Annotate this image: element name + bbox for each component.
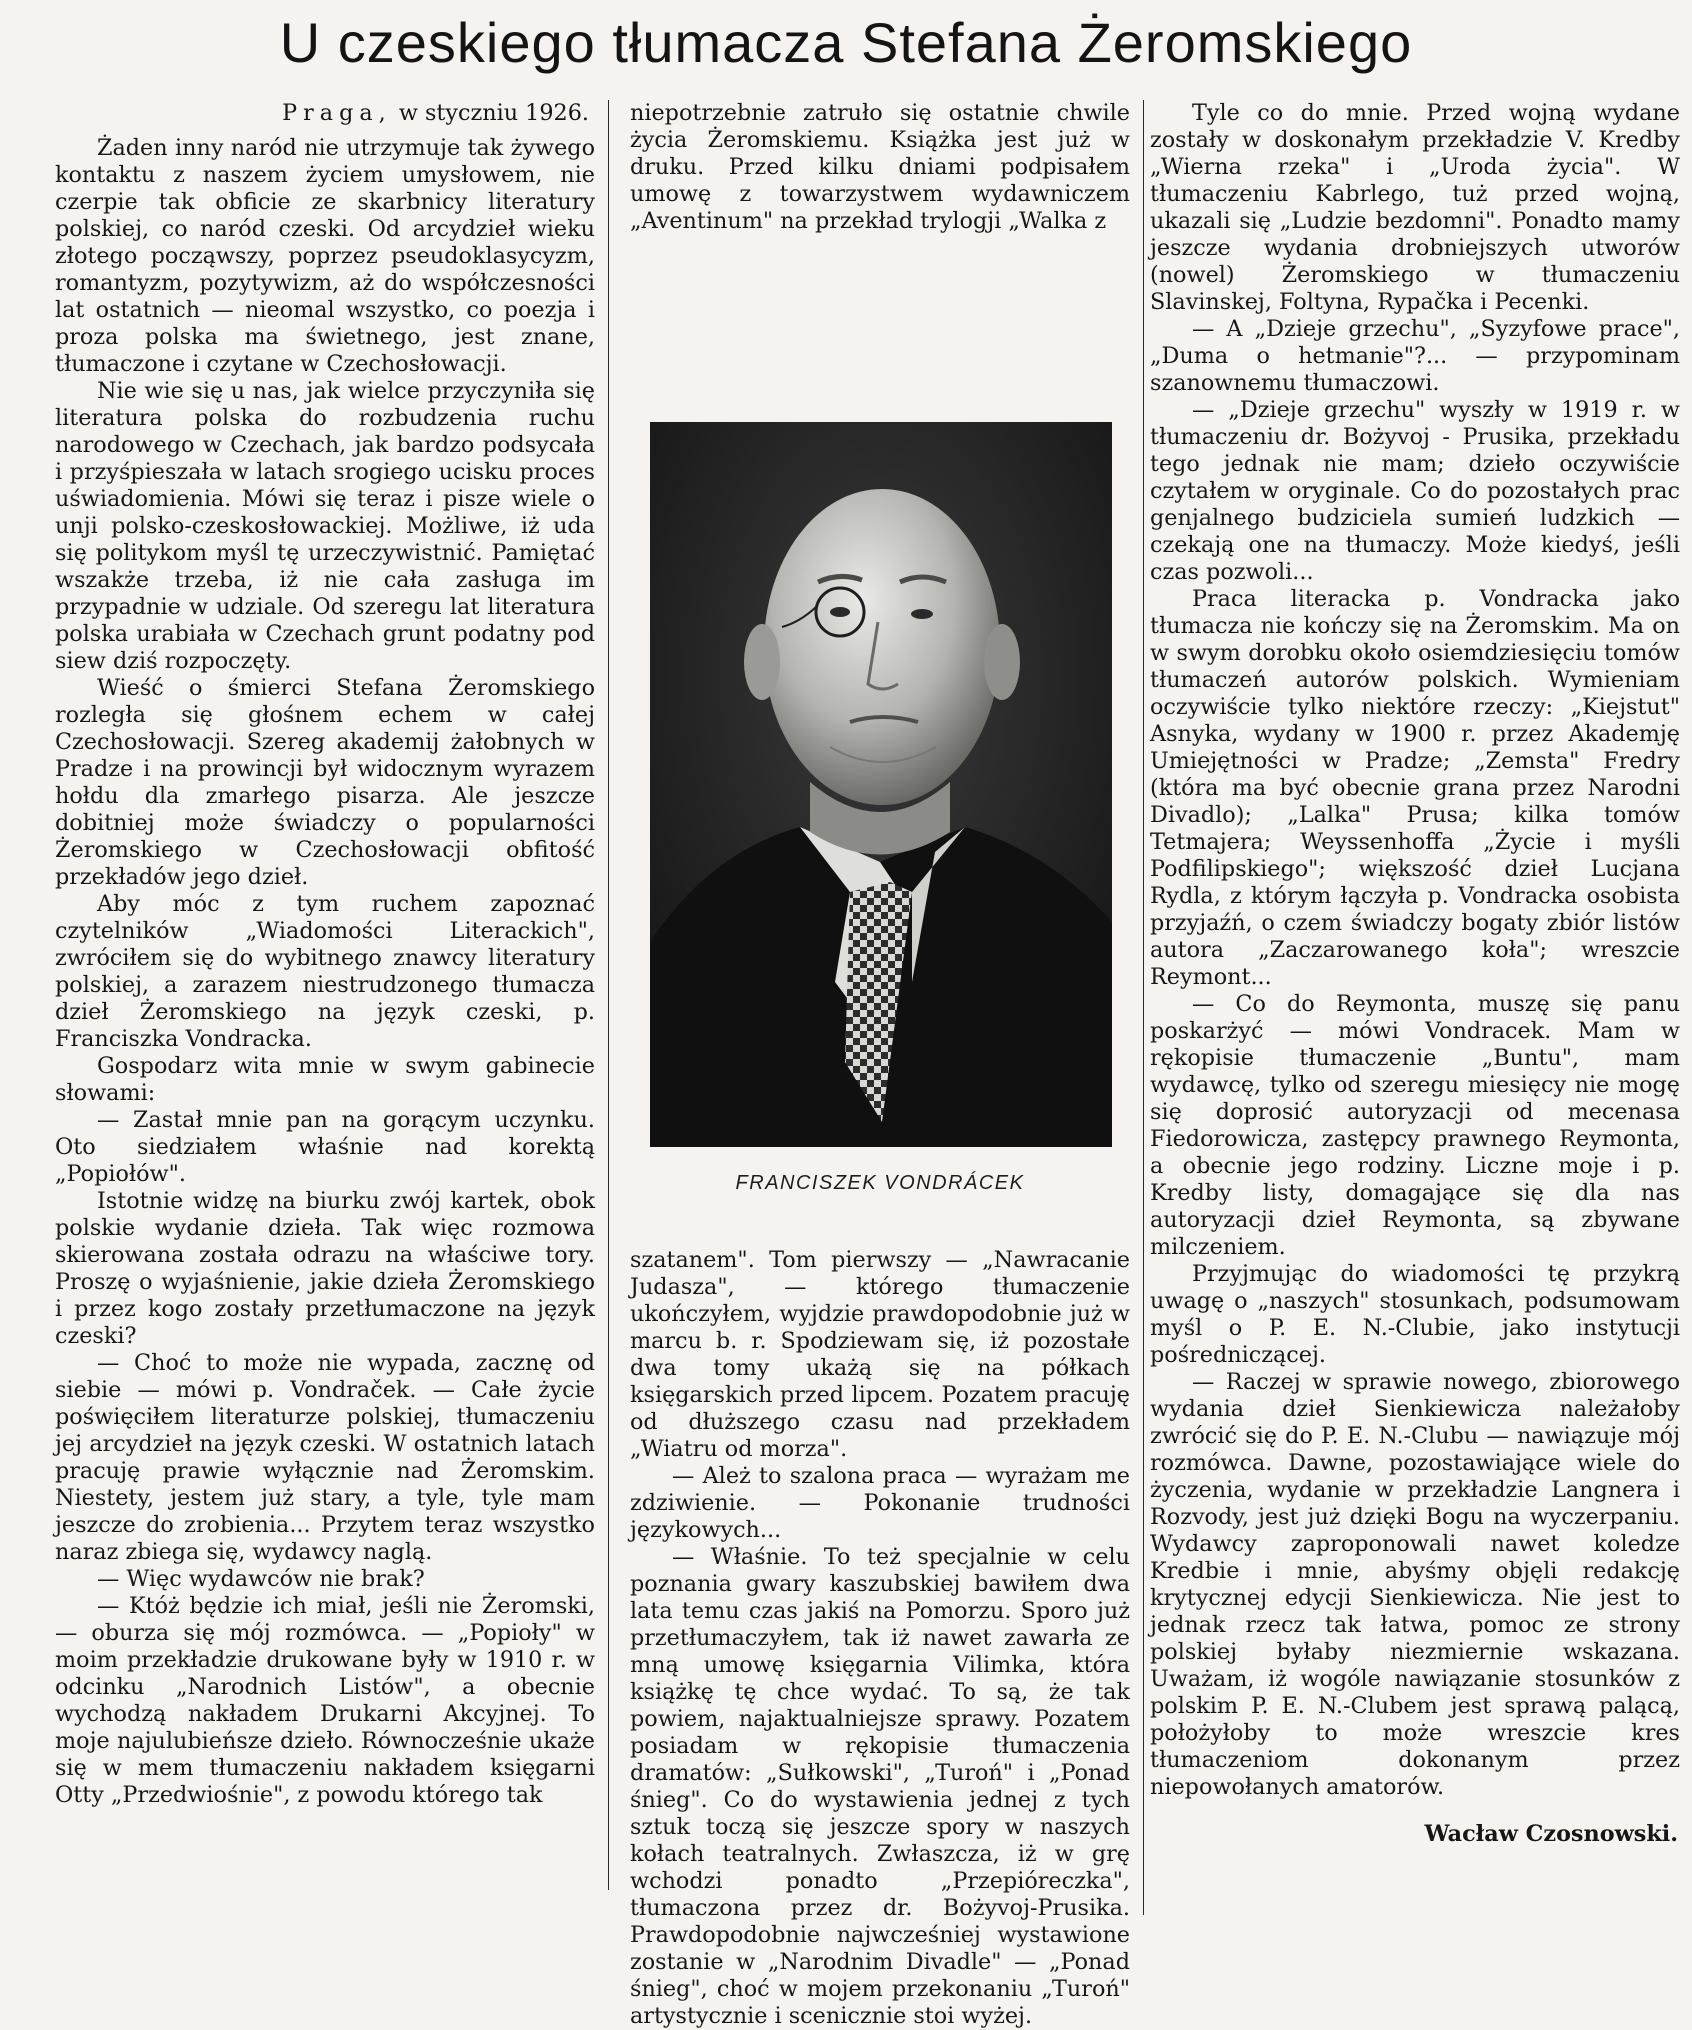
column-divider — [608, 100, 609, 1890]
paragraph: — Ależ to szalona praca — wyrażam me zdziwienie. — Pokonanie trudności językowych... — [630, 1463, 1130, 1543]
paragraph: Wieść o śmierci Stefana Żeromskiego rozległa się głośnem echem w całej Czechosłowacji. Szereg akademij żałobnych w Pradze i na prowincji był widocznym wyrazem hołdu dla zmarłego pisarza. Ale jeszcze dobitniej może świadczy o popularności Żeromskiego w Czechosłowacji obfitość przekładów jego dzieł. — [55, 675, 595, 890]
author-signature: Wacław Czosnowski. — [1424, 1821, 1678, 1847]
column-1 — [55, 100, 595, 1809]
article-title: U czeskiego tłumacza Stefana Żeromskiego — [279, 11, 1413, 74]
paragraph: — Co do Reymonta, muszę się panu poskarżyć — mówi Vondracek. Mam w rękopisie tłumaczenie „Buntu", mam wydawcę, tylko od szeregu miesięcy nie mogę się doprosić autoryzacji od mecenasa Fiedorowicza, zastępcy prawnego Reymonta, a obecnie jego rodziny. Liczne moje i p. Kredby listy, domagające się dla nas autoryzacji dzieł Reymonta, są zbywane milczeniem. — [1150, 991, 1680, 1260]
paragraph: Gospodarz wita mnie w swym gabinecie słowami: — [55, 1053, 595, 1106]
column-2 — [630, 100, 1130, 2030]
paragraph: Aby móc z tym ruchem zapoznać czytelników „Wiadomości Literackich", zwróciłem się do wybitnego znawcy literatury polskiej, a zarazem niestrudzonego tłumacza dzieł Żeromskiego na język czeski, p. Franciszka Vondracka. — [55, 891, 595, 1052]
dateline-place: Praga, — [282, 100, 392, 126]
portrait-photo — [650, 422, 1112, 1147]
paragraph: — A „Dzieje grzechu", „Syzyfowe prace", „Duma o hetmanie"?... — przypominam szanownemu tłumaczowi. — [1150, 316, 1680, 396]
paragraph: Żaden inny naród nie utrzymuje tak żywego kontaktu z naszem życiem umysłowem, nie czerpie tak obficie ze skarbnicy literatury polskiej, co naród czeski. Od arcydzieł wieku złotego począwszy, poprzez pseudoklasycyzm, romantyzm, pozytywizm, aż do współczesności lat ostatnich — nieomal wszystko, co poezja i proza polska ma świetnego, jest znane, tłumaczone i czytane w Czechosłowacji. — [55, 135, 595, 377]
paragraph: — Właśnie. To też specjalnie w celu poznania gwary kaszubskiej bawiłem dwa lata temu czas jakiś na Pomorzu. Sporo już przetłumaczyłem, tak iż nawet zawarła ze mną umowę księgarnia Vilimka, która książkę tę chce wydać. To są, że tak powiem, najaktualniejsze sprawy. Pozatem posiadam w rękopisie tłumaczenia dramatów: „Sułkowski", „Turoń" i „Ponad śnieg". Co do wystawienia jednej z tych sztuk toczą się jeszcze spory w naszych kołach teatralnych. Zwłaszcza, iż w grę wchodzi ponadto „Przepióreczka", tłumaczona przez dr. Bożyvoj-Prusika. Prawdopodobnie najwcześniej wystawione zostanie w „Narodnim Divadle" — „Ponad śnieg", choć w mojem przekonaniu „Turoń" artystycznie i scenicznie stoi wyżej. — [630, 1544, 1130, 2029]
dateline — [55, 100, 595, 127]
paragraph: niepotrzebnie zatruło się ostatnie chwile życia Żeromskiemu. Książka jest już w druku. Przed kilku dniami podpisałem umowę z towarzystwem wydawniczem „Aventinum" na przekład trylogji „Walka z — [630, 100, 1130, 234]
paragraph: — Zastał mnie pan na gorącym uczynku. Oto siedziałem właśnie nad korektą „Popiołów". — [55, 1107, 595, 1187]
photo-caption: FRANCISZEK VONDRÁCEK — [735, 1172, 1025, 1194]
paragraph: Nie wie się u nas, jak wielce przyczyniła się literatura polska do rozbudzenia ruchu narodowego w Czechach, jak bardzo podsycała i przyśpieszała w latach srogiego ucisku proces uświadomienia. Mówi się teraz i pisze wiele o unji polsko-czeskosłowackiej. Możliwe, iż uda się politykom myśl tę urzeczywistnić. Pamiętać wszakże trzeba, iż nie cała zasługa im przypadnie w udziale. Od szeregu lat literatura polska urabiała w Czechach grunt podatny pod siew dziś rozpoczęty. — [55, 378, 595, 674]
dateline-date: w styczniu 1926. — [391, 100, 589, 126]
paragraph: — Więc wydawców nie brak? — [97, 1566, 425, 1592]
column-divider — [1143, 100, 1144, 1915]
paragraph: Tyle co do mnie. Przed wojną wydane zostały w doskonałym przekładzie V. Kredby „Wierna rzeka" i „Uroda życia". W tłumaczeniu Kabrlego, tuż przed wojną, ukazali się „Ludzie bezdomni". Ponadto mamy jeszcze wydania drobniejszych utworów (nowel) Żeromskiego w tłumaczeniu Slavinskej, Foltyna, Rypačka i Pecenki. — [1150, 100, 1680, 315]
paragraph: Praca literacka p. Vondracka jako tłumacza nie kończy się na Żeromskim. Ma on w swym dorobku około osiemdziesięciu tomów tłumaczeń autorów polskich. Wymieniam oczywiście tylko niektóre rzeczy: „Kiejstut" Asnyka, wydany w 1900 r. przez Akademję Umiejętności w Pradze; „Zemsta" Fredry (która ma być obecnie grana przez Narodni Divadlo); „Lalka" Prusa; kilka tomów Tetmajera; Weyssenhoffa „Życie i myśli Podfilipskiego"; większość dzieł Lucjana Rydla, z którym łączyła p. Vondracka osobista przyjaźń, o czem świadczy bogaty zbiór listów autora „Zaczarowanego koła"; wreszcie Reymont... — [1150, 586, 1680, 990]
paragraph: Przyjmując do wiadomości tę przykrą uwagę o „naszych" stosunkach, podsumowam myśl o P. E. N.-Clubie, jako instytucji pośredniczącej. — [1150, 1261, 1680, 1368]
paragraph: — „Dzieje grzechu" wyszły w 1919 r. w tłumaczeniu dr. Bożyvoj - Prusika, przekładu tego jednak nie mam; dzieło oczywiście czytałem w oryginale. Co do pozostałych prac genjalnego budziciela sumień ludzkich — czekają one na tłumaczy. Może kiedyś, jeśli czas pozwoli... — [1150, 397, 1680, 585]
paragraph: Istotnie widzę na biurku zwój kartek, obok polskie wydanie dzieła. Tak więc rozmowa skierowana została odrazu na właściwe tory. Proszę o wyjaśnienie, jakie dzieła Żeromskiego i przez kogo zostały przetłumaczone na język czeski? — [55, 1188, 595, 1349]
paragraph: — Choć to może nie wypada, zacznę od siebie — mówi p. Vondraček. — Całe życie poświęciłem literaturze polskiej, tłumaczeniu jej arcydzieł na język czeski. W ostatnich latach pracuję prawie wyłącznie nad Żeromskim. Niestety, jestem już stary, a tyle, tyle mam jeszcze do zrobienia... Przytem teraz wszystko naraz zbiega się, wydawcy naglą. — [55, 1350, 595, 1565]
paragraph: — Raczej w sprawie nowego, zbiorowego wydania dzieł Sienkiewicza należałoby zwrócić się do P. E. N.-Clubu — nawiązuje mój rozmówca. Dawne, pozostawiające wiele do życzenia, wydanie w przekładzie Langnera i Rozvody, jest już dzięki Bogu na wyczerpaniu. Wydawcy zaproponowali nawet koledze Kredbie i mnie, abyśmy objęli redakcję krytycznej edycji Sienkiewicza. Nie jest to jednak rzecz tak łatwa, pomoc ze strony polskiej byłaby niezmiernie wskazana. Uważam, iż wogóle nawiązanie stosunków z polskim P. E. N.-Clubem jest sprawą palącą, położyłoby to może wreszcie kres tłumaczeniom dokonanym przez niepowołanych amatorów. — [1150, 1369, 1680, 1800]
paragraph: — Któż będzie ich miał, jeśli nie Żeromski, — oburza się mój rozmówca. — „Popioły" w moim przekładzie drukowane były w 1910 r. w odcinku „Narodnich Listów", a obecnie wychodzą nakładem Drukarni Akcyjnej. To moje najulubieńsze dzieło. Równocześnie ukaże się w mem tłumaczeniu nakładem księgarni Otty „Przedwiośnie", z powodu którego tak — [55, 1593, 595, 1808]
column-3 — [1150, 100, 1680, 1848]
photo-block — [630, 235, 1130, 1247]
paragraph: szatanem". Tom pierwszy — „Nawracanie Judasza", — którego tłumaczenie ukończyłem, wyjdzie prawdopodobnie już w marcu b. r. Spodziewam się, iż pozostałe dwa tomy ukażą się na półkach księgarskich przed lipcem. Pozatem pracuję od dłuższego czasu nad przekładem „Wiatru od morza". — [630, 1247, 1130, 1462]
